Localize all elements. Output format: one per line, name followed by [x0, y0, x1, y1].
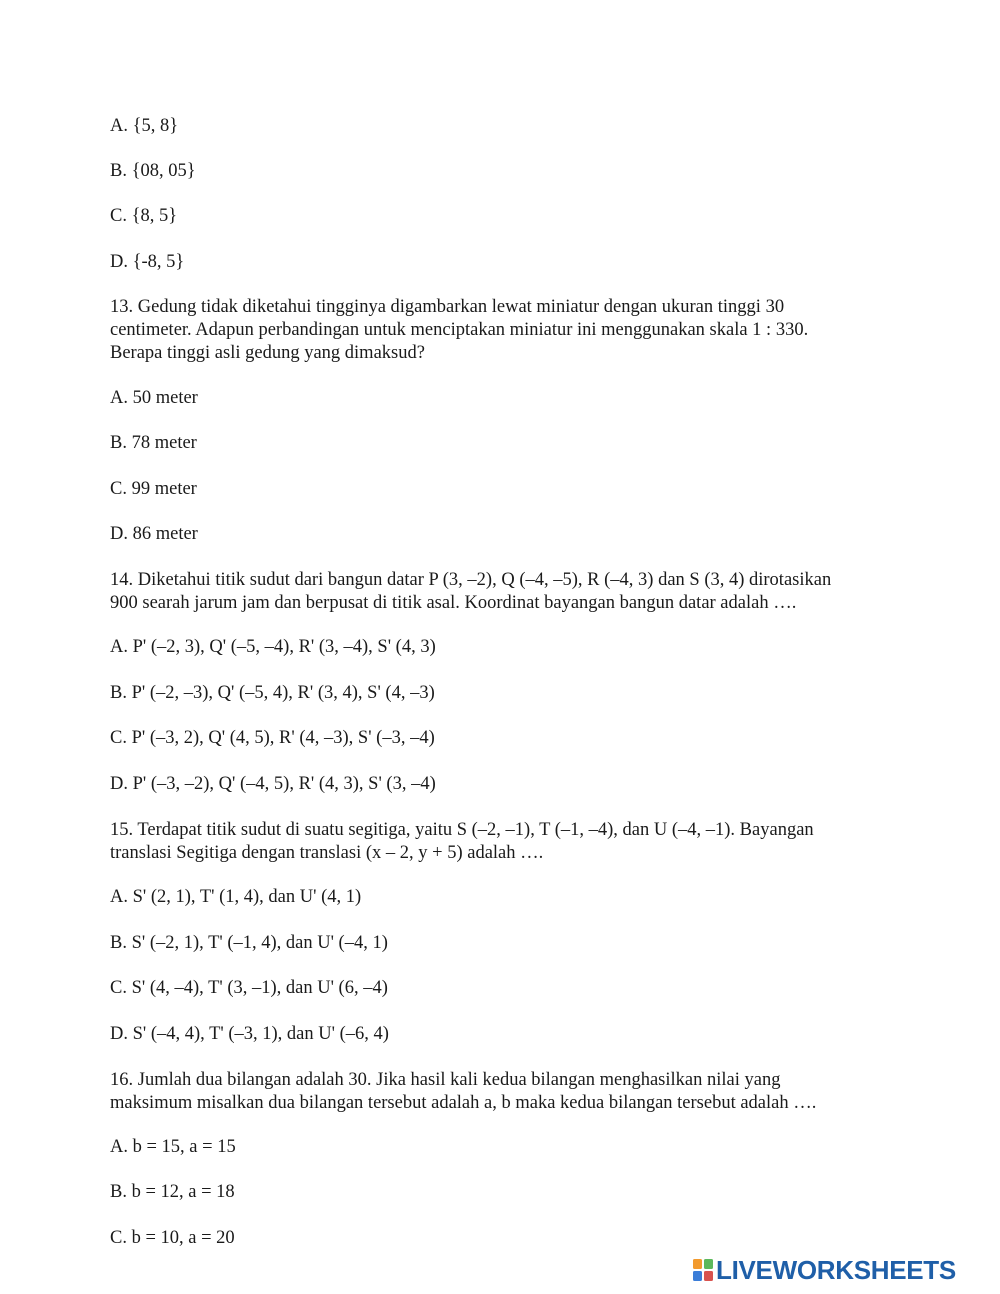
q13-option-b: B. 78 meter	[110, 433, 197, 453]
q13-question-line: 13. Gedung tidak diketahui tingginya digambarkan lewat miniatur dengan ukuran tinggi 30	[110, 297, 785, 317]
q13-question-line: Berapa tinggi asli gedung yang dimaksud?	[110, 343, 425, 363]
q16-option-a: A. b = 15, a = 15	[110, 1137, 236, 1157]
q13-question-line: centimeter. Adapun perbandingan untuk menciptakan miniatur ini menggunakan skala 1 : 330.	[110, 320, 809, 340]
liveworksheets-brand-text: LIVEWORKSHEETS	[716, 1255, 956, 1285]
q15-question-line: 15. Terdapat titik sudut di suatu segitiga, yaitu S (–2, –1), T (–1, –4), dan U (–4, –1). Bayangan	[110, 820, 814, 840]
q15-question-line: translasi Segitiga dengan translasi (x – 2, y + 5) adalah ….	[110, 843, 544, 863]
q14-option-b: B. P' (–2, –3), Q' (–5, 4), R' (3, 4), S' (4, –3)	[110, 683, 435, 703]
q13-option-d: D. 86 meter	[110, 524, 198, 544]
q12-option-a: A. {5, 8}	[110, 116, 179, 136]
q12-option-d: D. {-8, 5}	[110, 252, 185, 272]
q14-question-line: 900 searah jarum jam dan berpusat di titik asal. Koordinat bayangan bangun datar adalah ….	[110, 593, 797, 613]
q13-option-a: A. 50 meter	[110, 388, 198, 408]
q12-option-c: C. {8, 5}	[110, 206, 178, 226]
q15-option-b: B. S' (–2, 1), T' (–1, 4), dan U' (–4, 1)	[110, 933, 388, 953]
q15-option-d: D. S' (–4, 4), T' (–3, 1), dan U' (–6, 4)	[110, 1024, 389, 1044]
q14-option-d: D. P' (–3, –2), Q' (–4, 5), R' (4, 3), S' (3, –4)	[110, 774, 436, 794]
q13-option-c: C. 99 meter	[110, 479, 197, 499]
liveworksheets-logo-icon	[693, 1259, 713, 1281]
q15-option-c: C. S' (4, –4), T' (3, –1), dan U' (6, –4)	[110, 978, 388, 998]
q16-question-line: 16. Jumlah dua bilangan adalah 30. Jika hasil kali kedua bilangan menghasilkan nilai yang	[110, 1070, 781, 1090]
q15-option-a: A. S' (2, 1), T' (1, 4), dan U' (4, 1)	[110, 887, 362, 907]
q14-option-c: C. P' (–3, 2), Q' (4, 5), R' (4, –3), S' (–3, –4)	[110, 728, 435, 748]
liveworksheets-logo	[693, 1256, 956, 1284]
q16-question-line: maksimum misalkan dua bilangan tersebut adalah a, b maka kedua bilangan tersebut adalah ….	[110, 1093, 817, 1113]
q16-option-b: B. b = 12, a = 18	[110, 1182, 235, 1202]
q14-question-line: 14. Diketahui titik sudut dari bangun datar P (3, –2), Q (–4, –5), R (–4, 3) dan S (3, 4) dirotasikan	[110, 570, 832, 590]
q16-option-c: C. b = 10, a = 20	[110, 1228, 235, 1248]
q12-option-b: B. {08, 05}	[110, 161, 196, 181]
q14-option-a: A. P' (–2, 3), Q' (–5, –4), R' (3, –4), S' (4, 3)	[110, 637, 436, 657]
